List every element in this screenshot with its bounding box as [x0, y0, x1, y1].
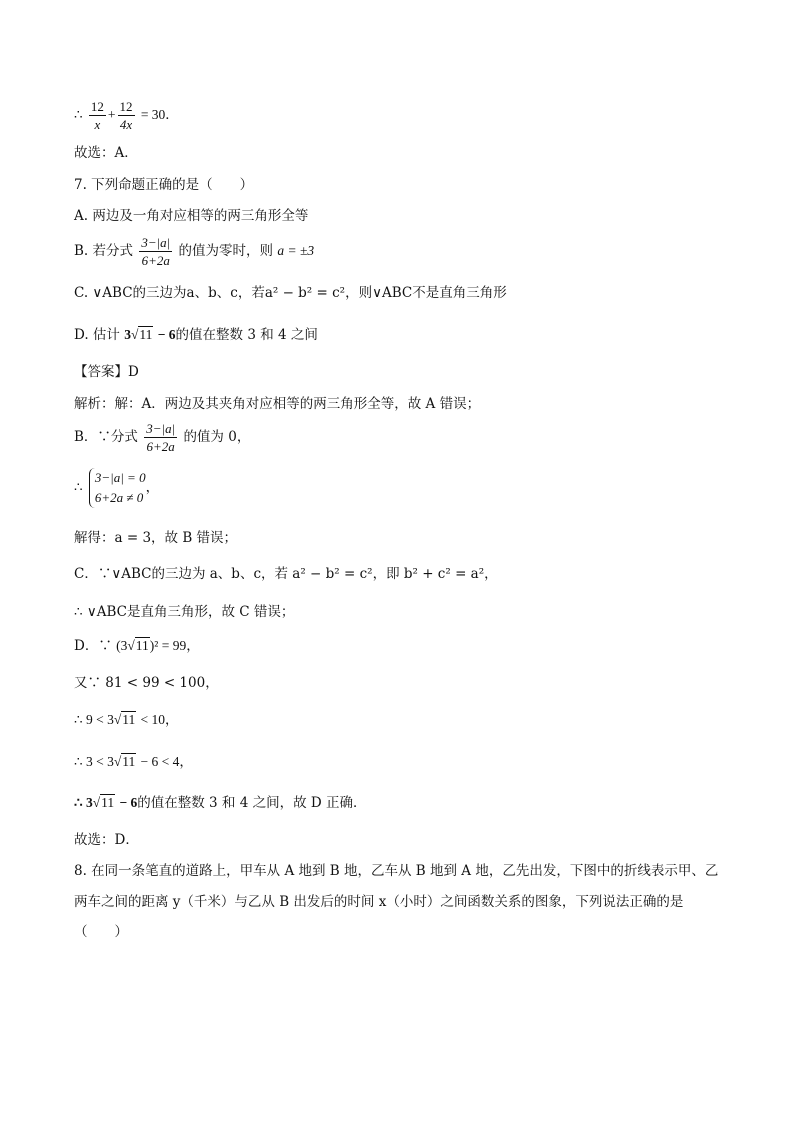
solution-d3: ∴ 9 < 3√11 < 10，: [74, 712, 179, 727]
fraction: $\frac{12}{x}$: [90, 99, 104, 132]
fraction: $\frac{3-|a|}{6+2a}$: [141, 235, 171, 268]
text-line: 故选：A．: [74, 145, 138, 161]
solution-d5: ∴ 3√11 − 6的值在整数 3 和 4 之间，故 D 正确．: [74, 795, 367, 811]
conclusion-line: 故选：D．: [74, 832, 139, 848]
solution-b: B．∵分式 $\frac{3-|a|}{6+2a}$ 的值为 0，: [74, 421, 251, 454]
therefore-symbol: ∴: [74, 107, 83, 123]
fraction: $\frac{3-|a|}{6+2a}$: [146, 421, 176, 454]
equation-system: ∴ 3−|a| = 0 6+2a ≠ 0 ，: [74, 468, 159, 508]
question-7-stem: 7. 下列命题正确的是（ ）: [74, 177, 254, 193]
option-c: C. ∨ABC的三边为a、b、c，若a² − b² = c²，则∨ABC不是直角三角形: [74, 285, 507, 301]
solution-a: 解析：解：A．两边及其夹角对应相等的两三角形全等，故 A 错误；: [74, 396, 481, 412]
question-8-line-2: 两车之间的距离 y（千米）与乙从 B 出发后的时间 x（小时）之间函数关系的图象，下列说法正确的是: [74, 894, 684, 910]
solution-c2: ∴ ∨ABC是直角三角形，故 C 错误；: [74, 604, 295, 620]
option-d: D. 估计 3√11 − 6的值在整数 3 和 4 之间: [74, 327, 318, 343]
solution-d1: D．∵ (3√11)² = 99，: [74, 638, 200, 654]
answer-line: 【答案】D: [74, 364, 139, 380]
fraction: $\frac{12}{4x}$: [119, 99, 133, 132]
solution-c: C．∵∨ABC的三边为 a、b、c，若 a² − b² = c²，即 b² + c² = a²，: [74, 566, 498, 582]
question-8-line-1: 8. 在同一条笔直的道路上，甲车从 A 地到 B 地，乙车从 B 地到 A 地，乙先出发，下图中的折线表示甲、乙: [74, 863, 719, 879]
solution-b2: 解得：a = 3，故 B 错误；: [74, 530, 238, 546]
solution-d4: ∴ 3 < 3√11 − 6 < 4，: [74, 754, 193, 769]
solution-d2: 又∵ 81 < 99 < 100，: [74, 675, 219, 691]
option-b: B. 若分式 $\frac{3-|a|}{6+2a}$ 的值为零时，则 a = ±3: [74, 235, 315, 268]
option-a: A. 两边及一角对应相等的两三角形全等: [74, 208, 309, 224]
equation-line: ∴ $\frac{12}{x}$ + $\frac{12}{4x}$ = 30．: [74, 99, 179, 132]
question-8-line-3: （ ）: [74, 924, 128, 940]
system-brace: 3−|a| = 0 6+2a ≠ 0: [89, 468, 146, 508]
